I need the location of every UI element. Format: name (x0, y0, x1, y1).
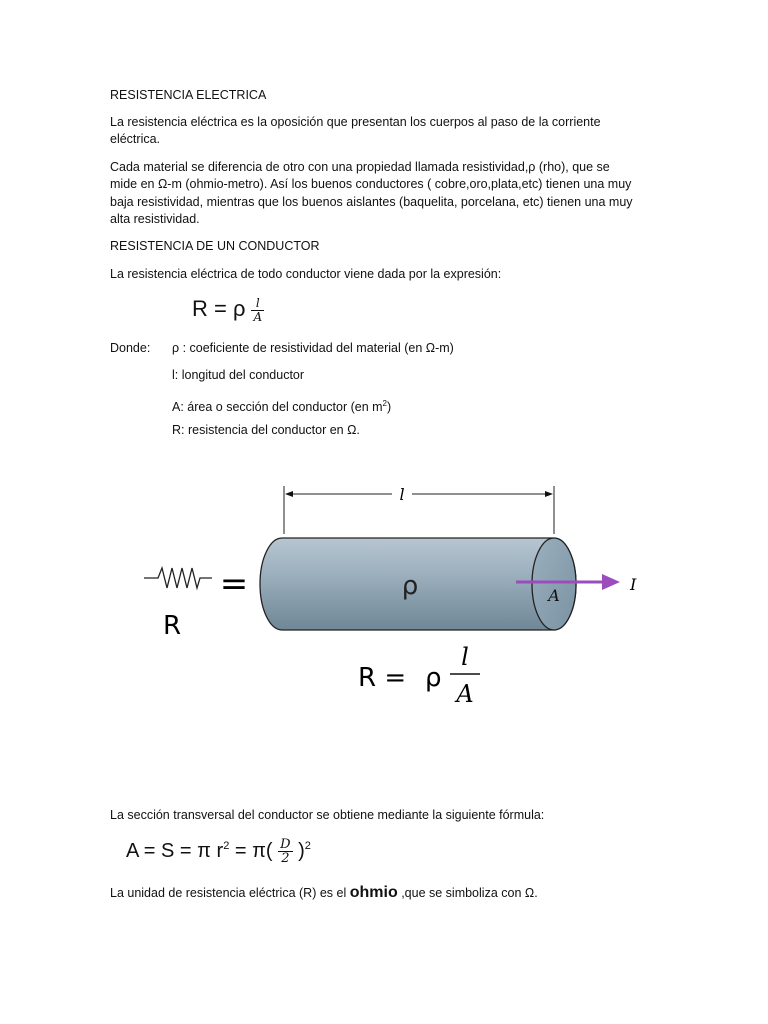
conductor-figure (130, 472, 650, 722)
resistor-label: R (162, 611, 182, 641)
paragraph-2-line-3: baja resistividad, mientras que los buenos aislantes (baquelita, porcelana, etc) tienen una muy (110, 195, 633, 209)
length-label: l (399, 485, 405, 504)
paragraph-1-line-2: eléctrica. (110, 132, 161, 146)
figure-formula-denominator: A (456, 680, 474, 708)
definition-rho: ρ : coeficiente de resistividad del material (en Ω-m) (172, 341, 454, 355)
area-formula-numerator: D (280, 837, 291, 852)
current-label: I (630, 575, 637, 594)
rho-label: ρ (401, 571, 419, 601)
equals-sign: = (219, 564, 249, 604)
figure-formula-rho: ρ (425, 663, 442, 693)
area-formula-mid: = π( (229, 839, 279, 862)
paragraph-3: La resistencia eléctrica de todo conductor viene dada por la expresión: (110, 267, 502, 281)
figure-formula-lhs: R = (358, 663, 407, 693)
length-dimension (284, 484, 554, 534)
formula-lhs: R = ρ (192, 296, 246, 321)
definition-area-close: ) (386, 400, 392, 415)
definition-resistance: R: resistencia del conductor en Ω. (172, 423, 360, 437)
area-formula-lhs: A = S = π r (126, 839, 224, 862)
figure-formula-numerator: l (461, 643, 469, 671)
formula-denominator: A (253, 309, 263, 324)
definition-area (172, 395, 391, 416)
paragraph-2-line-1: Cada material se diferencia de otro con una propiedad llamada resistividad,ρ (rho), que se (110, 160, 610, 174)
formula-fraction (251, 297, 264, 324)
area-formula-rhs: ) (292, 839, 305, 862)
area-formula-denominator: 2 (278, 851, 292, 865)
area-formula-fraction (278, 838, 292, 865)
where-label: Donde: (110, 341, 151, 355)
heading-resistencia-electrica: RESISTENCIA ELECTRICA (110, 88, 267, 102)
definition-area-superscript: 2 (382, 399, 387, 408)
area-formula-sup2: 2 (304, 840, 311, 853)
resistance-formula (192, 296, 264, 324)
definition-area-text: A: área o sección del conductor (en m (172, 400, 383, 415)
area-label: A (548, 586, 560, 605)
formula-numerator: l (255, 295, 260, 310)
ohmio-word: ohmio (349, 884, 398, 901)
paragraph-5-start: La unidad de resistencia eléctrica (R) es el (110, 886, 350, 900)
heading-resistencia-conductor: RESISTENCIA DE UN CONDUCTOR (110, 239, 320, 253)
area-formula (126, 838, 311, 865)
area-formula-sup: 2 (223, 840, 230, 853)
resistor-icon (144, 568, 212, 588)
paragraph-2-line-4: alta resistividad. (110, 212, 200, 226)
paragraph-2-line-2: mide en Ω-m (ohmio-metro). Así los buenos conductores ( cobre,oro,plata,etc) tienen una muy (110, 177, 632, 191)
paragraph-5-end: ,que se simboliza con Ω. (397, 886, 538, 900)
paragraph-1-line-1: La resistencia eléctrica es la oposición que presentan los cuerpos al paso de la corriente (110, 115, 601, 129)
paragraph-5 (110, 884, 538, 902)
paragraph-4: La sección transversal del conductor se obtiene mediante la siguiente fórmula: (110, 808, 545, 822)
definition-length: l: longitud del conductor (172, 368, 305, 382)
